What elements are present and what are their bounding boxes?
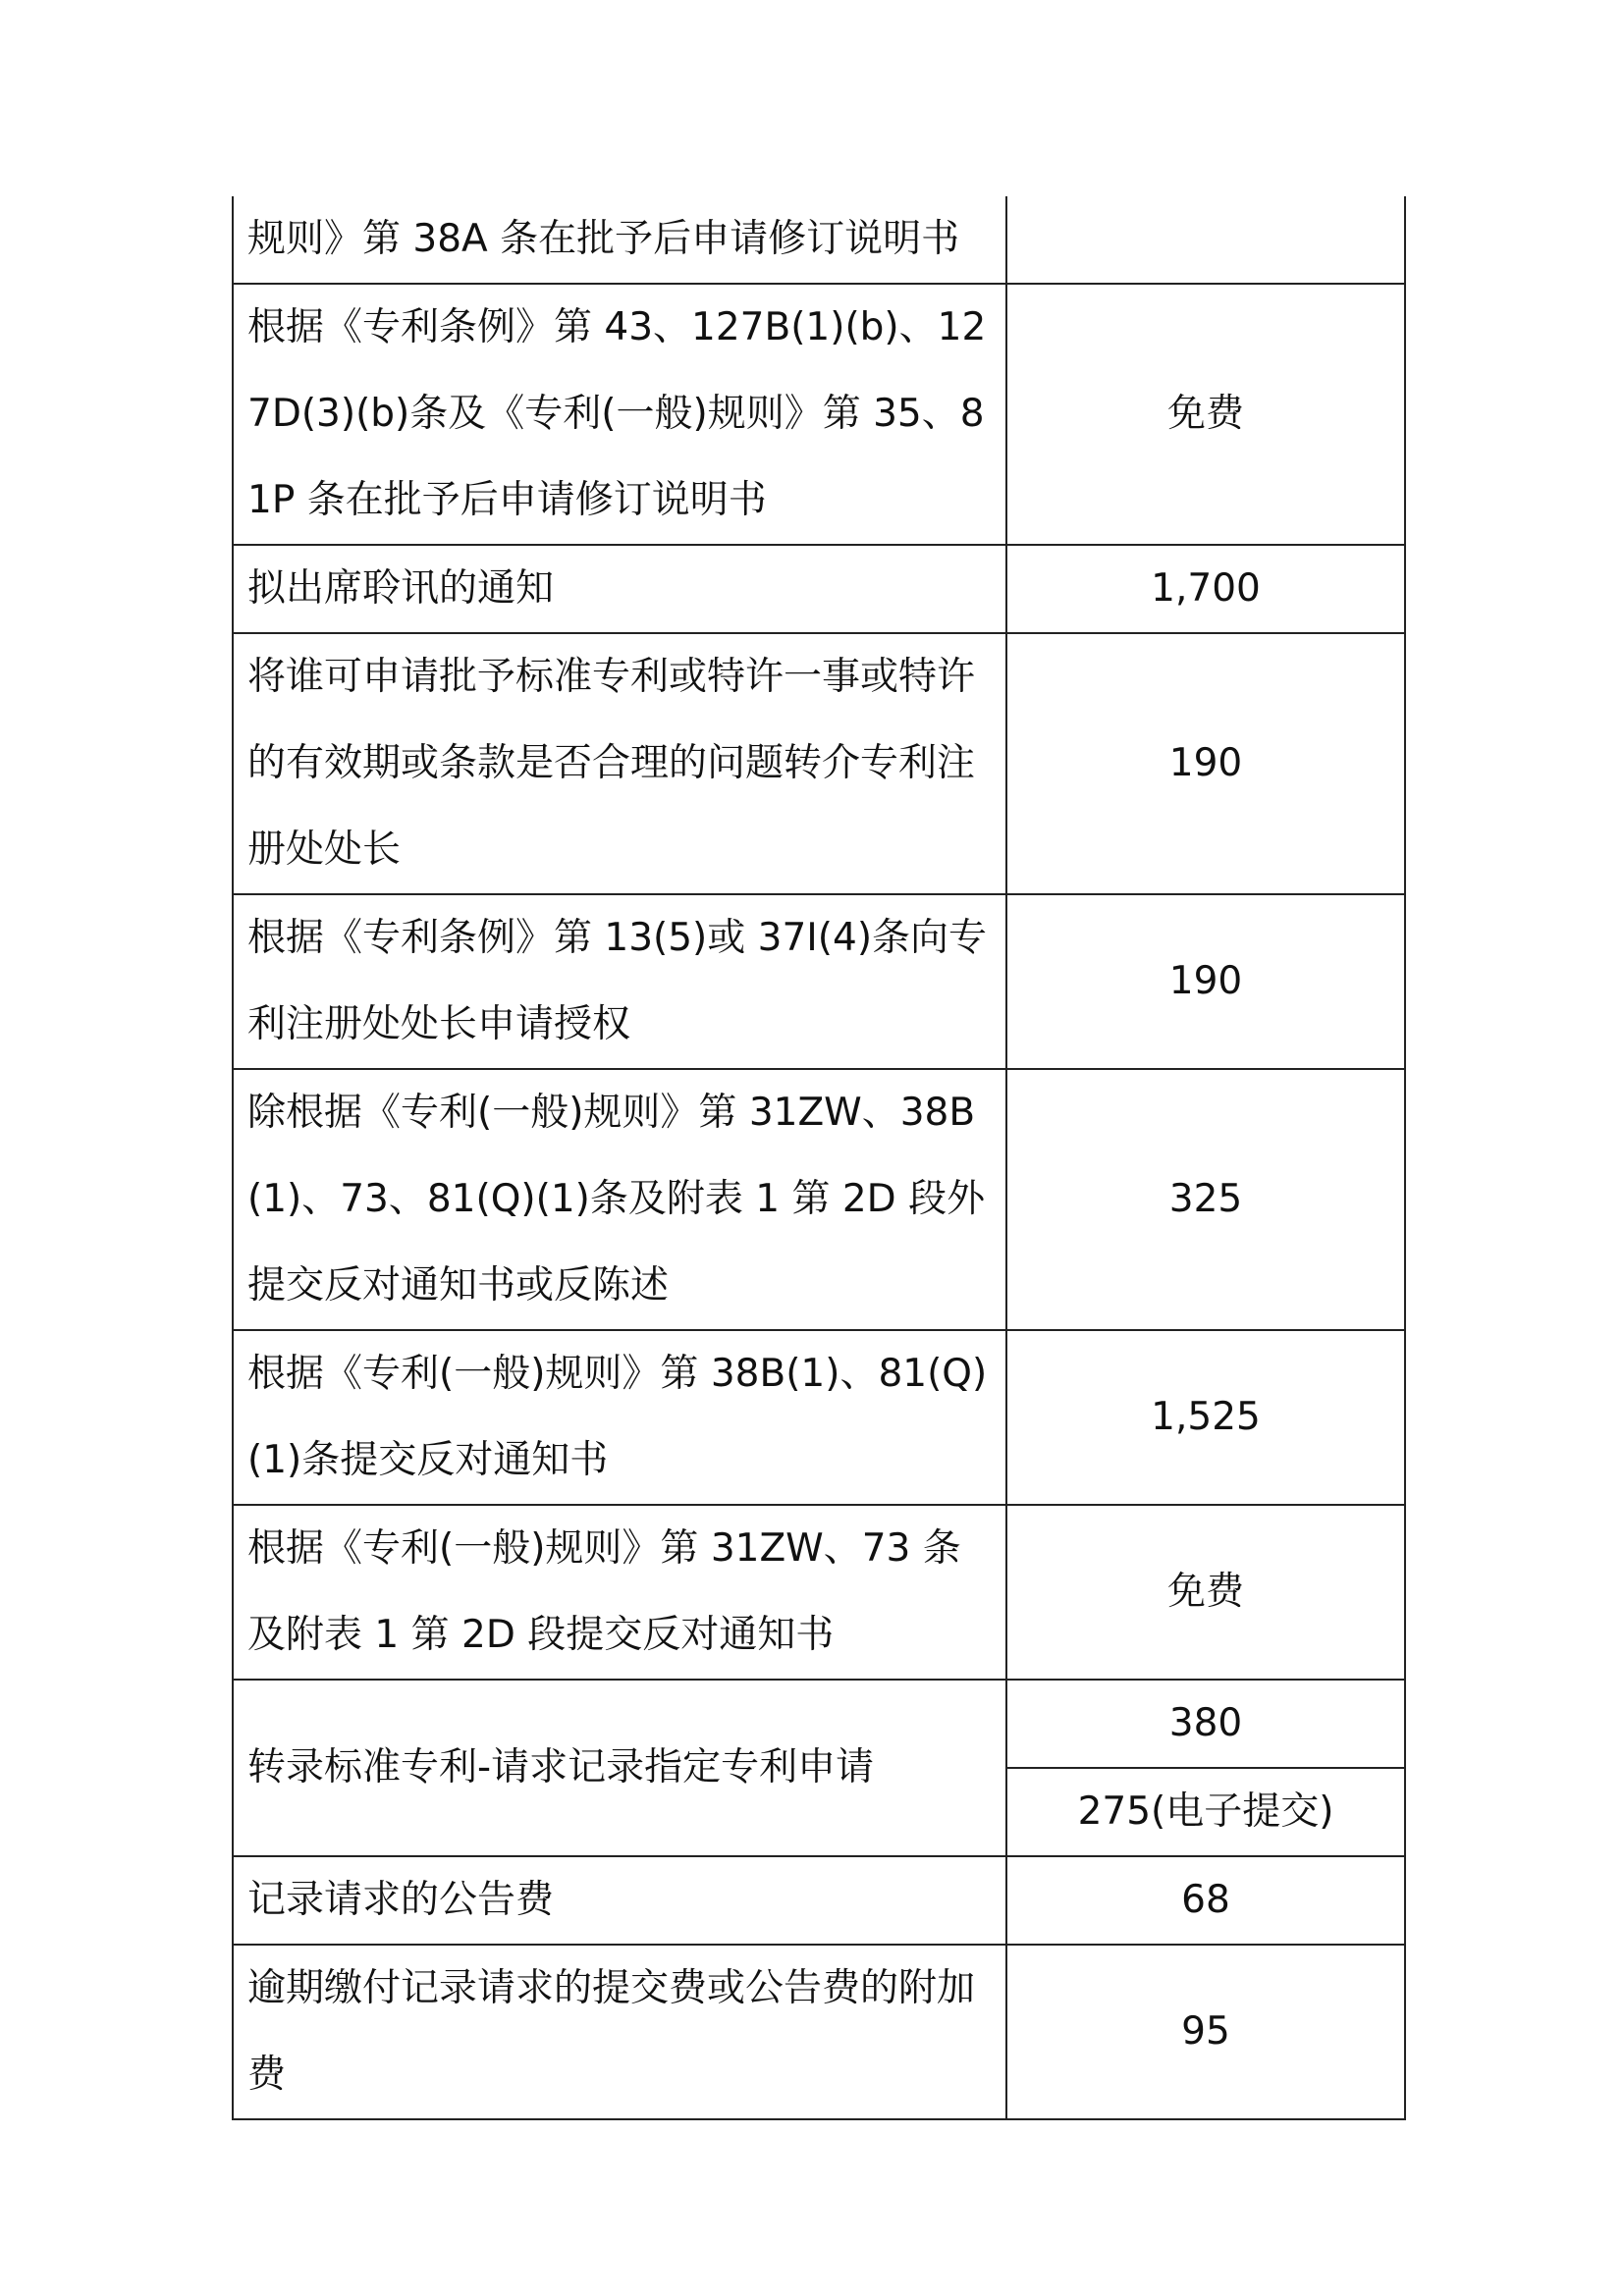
fee-amount: 380 [1006,1680,1405,1768]
fee-item-description: 规则》第 38A 条在批予后申请修订说明书 [233,196,1006,284]
fee-amount: 325 [1006,1069,1405,1330]
fee-item-description: 根据《专利条例》第 43、127B(1)(b)、127D(3)(b)条及《专利(一般)规则》第 35、81P 条在批予后申请修订说明书 [233,284,1006,545]
table-row [233,1945,1405,2119]
table-row [233,633,1405,894]
fee-item-description: 逾期缴付记录请求的提交费或公告费的附加费 [233,1945,1006,2119]
fee-amount: 1,525 [1006,1330,1405,1505]
fee-amount [1006,196,1405,284]
fee-item-description: 根据《专利条例》第 13(5)或 37I(4)条向专利注册处处长申请授权 [233,894,1006,1069]
fee-amount: 190 [1006,894,1405,1069]
table-row [233,894,1405,1069]
table-row [233,284,1405,545]
fee-amount-electronic: 275(电子提交) [1006,1768,1405,1856]
table-row [233,196,1405,284]
fee-amount: 68 [1006,1856,1405,1945]
table-row [233,1680,1405,1768]
fee-item-description: 将谁可申请批予标准专利或特许一事或特许的有效期或条款是否合理的问题转介专利注册处处长 [233,633,1006,894]
fee-amount: 免费 [1006,284,1405,545]
fee-item-description: 根据《专利(一般)规则》第 31ZW、73 条及附表 1 第 2D 段提交反对通知书 [233,1505,1006,1680]
table-row [233,1856,1405,1945]
fee-amount: 1,700 [1006,545,1405,633]
table-row [233,1330,1405,1505]
fee-item-description: 拟出席聆讯的通知 [233,545,1006,633]
fee-table [232,196,1406,2120]
fee-amount: 190 [1006,633,1405,894]
fee-item-description: 记录请求的公告费 [233,1856,1006,1945]
table-row [233,545,1405,633]
table-row [233,1505,1405,1680]
fee-item-description: 除根据《专利(一般)规则》第 31ZW、38B(1)、73、81(Q)(1)条及附表 1 第 2D 段外提交反对通知书或反陈述 [233,1069,1006,1330]
fee-amount: 免费 [1006,1505,1405,1680]
table-row [233,1069,1405,1330]
fee-item-description: 根据《专利(一般)规则》第 38B(1)、81(Q)(1)条提交反对通知书 [233,1330,1006,1505]
fee-amount: 95 [1006,1945,1405,2119]
fee-item-description: 转录标准专利-请求记录指定专利申请 [233,1680,1006,1856]
